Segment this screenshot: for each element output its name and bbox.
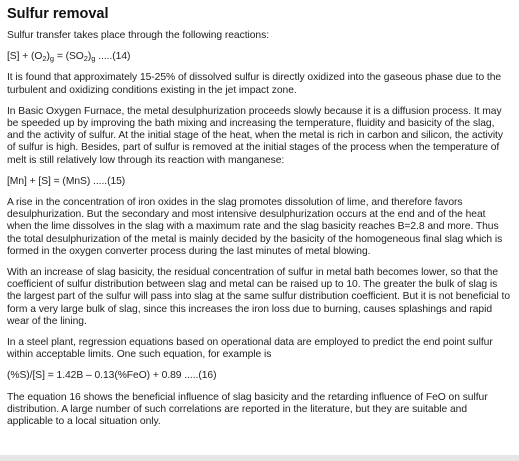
eq14-sub-c: 2 xyxy=(83,54,88,64)
eq14-part-c: = (SO xyxy=(54,51,84,63)
eq14-part-a: [S] + (O xyxy=(7,51,43,63)
paragraph-conclusion: The equation 16 shows the beneficial influence of slag basicity and the retarding influence of FeO on sulfur distribution. A large number of such correlations are reported in the literature, but they are suitable and applicable to a local situation only. xyxy=(7,391,488,428)
equation-15: [Mn] + [S] = (MnS) .....(15) xyxy=(7,175,126,187)
paragraph-bof-desulphurization: In Basic Oxygen Furnace, the metal desulphurization proceeds slowly because it is a diffusion process. It may be speeded up by improving the bath mixing and increasing the temperature, fluidity and basicity of the slag, and the activity of sulfur. At the initial stage of the heat, when the metal is rich in carbon and silicon, the activity of sulfur is high. Besides, part of sulfur is removed at the initial stages of the process when the temperature of melt is still relatively low through its reaction with manganese: xyxy=(7,105,503,166)
eq14-part-b: ) xyxy=(46,51,50,63)
eq14-part-e: .....(14) xyxy=(95,51,131,63)
paragraph-iron-oxides: A rise in the concentration of iron oxides in the slag promotes dissolution of lime, and therefore favors desulphurization. But the secondary and most intensive desulphurization occurs at the end and of the heat when the lime dissolves in the slag with a maximum rate and the slag basicity reaches B=2.8 and more. Thus the total desulphurization of the metal is mainly decided by the basicity of the homogeneous final slag which is formed in the oxygen converter process during the last minutes of metal blowing. xyxy=(7,197,503,257)
paragraph-slag-basicity: With an increase of slag basicity, the residual concentration of sulfur in metal bath becomes lower, so that the coefficient of sulfur distribution between slag and metal can be raised up to 10. The greater the bulk of slag is the largest part of the sulfur will pass into slag at the same sulfur distribution coefficient. But it is not beneficial to form a very large bulk of slag, since this increases the iron loss due to burning, causes splashings and rapid wear of the lining. xyxy=(7,267,511,327)
section-title: Sulfur removal xyxy=(7,6,109,22)
eq14-part-d: ) xyxy=(87,51,92,63)
intro-paragraph: Sulfur transfer takes place through the following reactions: xyxy=(7,30,270,41)
paragraph-regression: In a steel plant, regression equations based on operational data are employed to predict the end point sulfur within acceptable limits. One such equation, for example is xyxy=(7,337,493,361)
paragraph-jet-impact: It is found that approximately 15-25% of dissolved sulfur is directly oxidized into the gaseous phase due to the turbulent and oxidizing conditions existing in the jet impact zone. xyxy=(7,72,502,96)
eq14-sub-a: 2 xyxy=(42,54,47,64)
equation-14 xyxy=(7,51,511,63)
bottom-divider xyxy=(0,455,519,461)
eq14-sub-b: g xyxy=(49,54,55,64)
eq14-sub-d: g xyxy=(91,54,96,64)
equation-16: (%S)/[S] = 1.42B – 0.13(%FeO) + 0.89 .....(16) xyxy=(7,370,217,382)
